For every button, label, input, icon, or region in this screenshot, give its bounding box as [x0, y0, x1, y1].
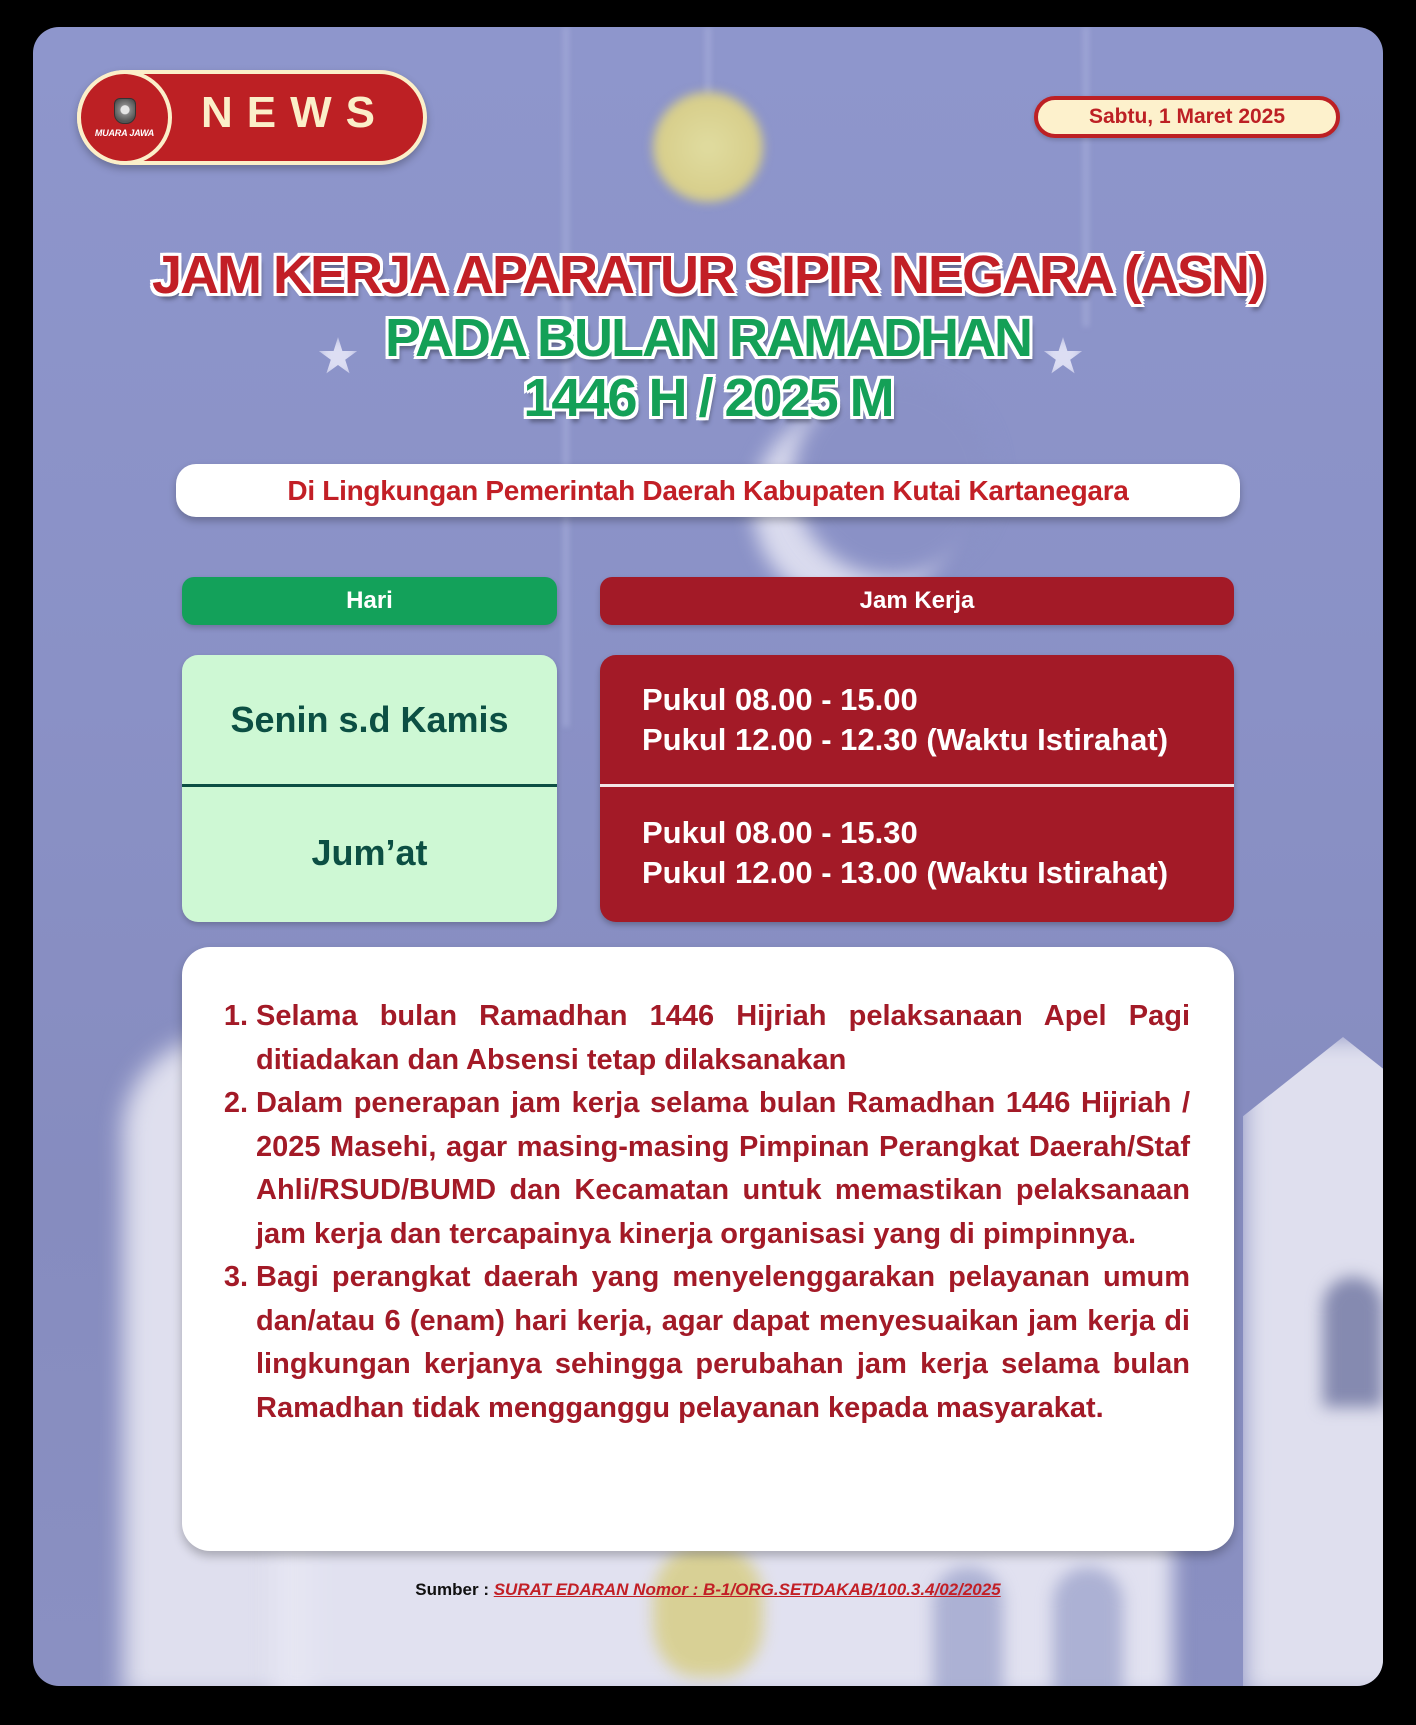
title-line-3: 1446 H / 2025 M — [523, 368, 893, 428]
list-item — [218, 995, 1190, 1082]
notes-card — [182, 947, 1234, 1551]
background-lantern-icon — [653, 92, 763, 202]
day-cell: Jum’at — [311, 832, 428, 873]
date-badge: Sabtu, 1 Maret 2025 — [1034, 96, 1340, 138]
item-number: 3. — [223, 1261, 248, 1293]
news-label: NEWS — [201, 88, 389, 137]
title-line-2: PADA BULAN RAMADHAN — [385, 308, 1031, 368]
list-item — [218, 1256, 1190, 1430]
break-hours: Pukul 12.00 - 13.00 (Waktu Istirahat) — [642, 855, 1169, 890]
hours-column — [600, 655, 1234, 922]
source-reference-link[interactable]: SURAT EDARAN Nomor : B-1/ORG.SETDAKAB/100.3.4/02/2025 — [493, 1580, 1001, 1599]
background-mosque-window — [1323, 1277, 1383, 1407]
background-lantern-string — [705, 27, 711, 97]
news-badge — [77, 70, 427, 165]
hours-cell — [600, 787, 1234, 919]
background-lantern-icon — [653, 1547, 763, 1677]
item-text: Selama bulan Ramadhan 1446 Hijriah pelaksanaan Apel Pagi ditiadakan dan Absensi tetap dilaksanakan — [256, 1000, 1190, 1076]
regency-emblem-icon — [114, 98, 136, 124]
title-line-1: JAM KERJA APARATUR SIPIR NEGARA (ASN) — [151, 245, 1265, 305]
column-header-hours: Jam Kerja — [600, 577, 1234, 625]
work-hours: Pukul 08.00 - 15.30 — [642, 815, 918, 850]
logo-text: MUARA JAWA — [94, 127, 155, 138]
hours-cell — [600, 655, 1234, 787]
work-hours: Pukul 08.00 - 15.00 — [642, 681, 918, 717]
item-text: Dalam penerapan jam kerja selama bulan Ramadhan 1446 Hijriah / 2025 Masehi, agar masing-masing Pimpinan Perangkat Daerah/Staf Ahli/RSUD/BUMD dan Kecamatan untuk memastikan pelaksanaan jam kerja dan tercapainya kinerja organisasi yang di pimpinnya. — [256, 1087, 1190, 1250]
list-item — [218, 1082, 1190, 1256]
notes-list — [218, 995, 1190, 1430]
item-number: 1. — [223, 1000, 248, 1032]
day-cell: Senin s.d Kamis — [182, 655, 557, 787]
column-header-day: Hari — [182, 577, 557, 625]
item-text: Bagi perangkat daerah yang menyelenggarakan pelayanan umum dan/atau 6 (enam) hari kerja, agar dapat menyesuaikan jam kerja di lingkungan kerjanya sehingga perubahan jam kerja selama bulan Ramadhan tidak mengganggu pelayanan kepada masyarakat. — [256, 1261, 1190, 1424]
source-line — [33, 1580, 1383, 1600]
item-number: 2. — [223, 1087, 248, 1119]
news-poster-card — [33, 27, 1383, 1686]
source-label: Sumber : — [415, 1580, 494, 1599]
subtitle-pill: Di Lingkungan Pemerintah Daerah Kabupaten Kutai Kartanegara — [176, 464, 1240, 517]
break-hours: Pukul 12.00 - 12.30 (Waktu Istirahat) — [642, 721, 1169, 757]
muara-jawa-logo — [77, 70, 172, 165]
days-column — [182, 655, 557, 922]
